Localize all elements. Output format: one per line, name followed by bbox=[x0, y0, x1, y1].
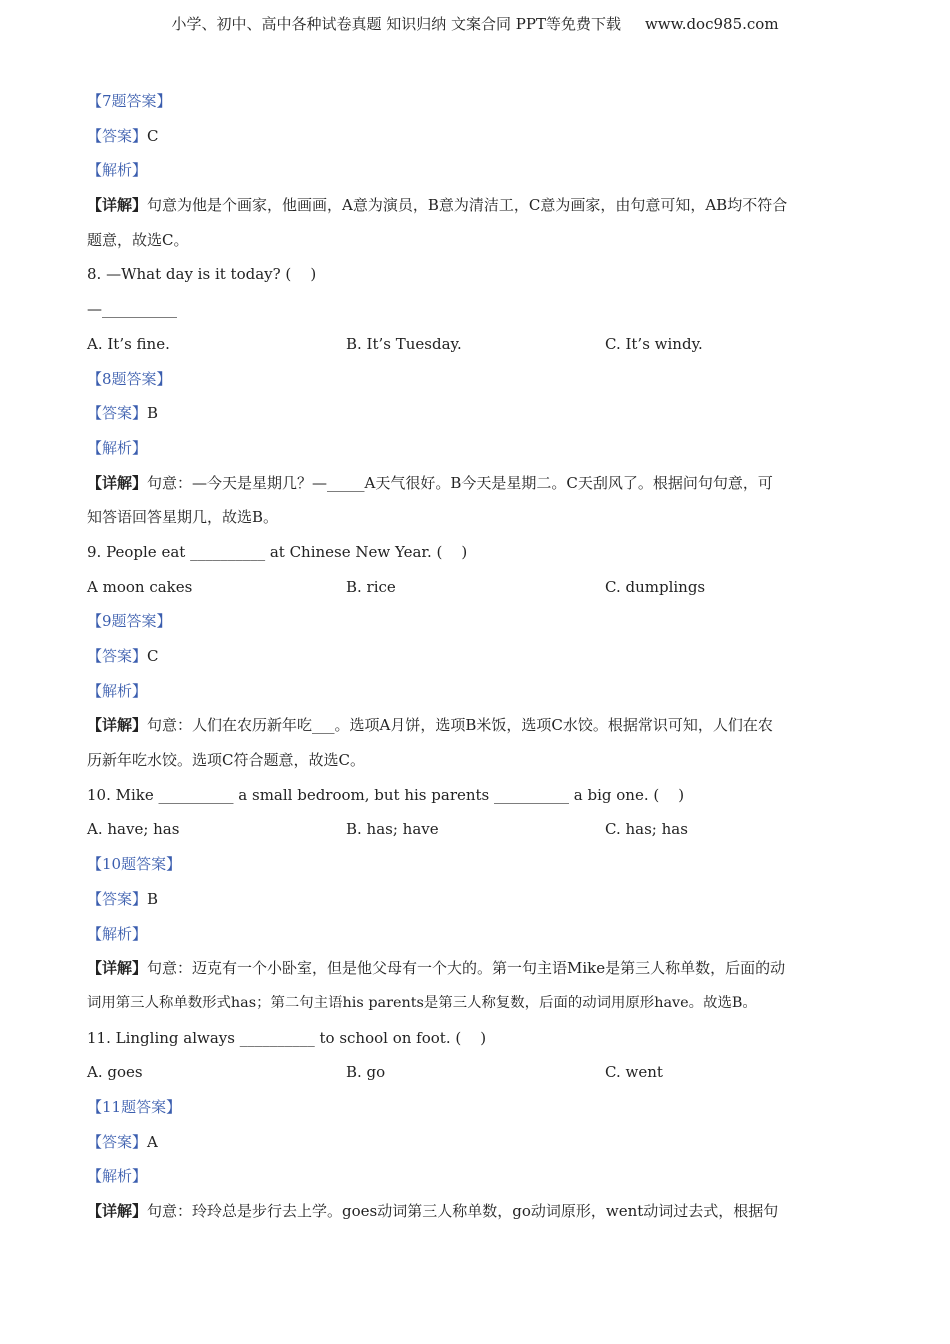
q10-option-a: A. have; has bbox=[87, 820, 180, 839]
q11-option-a: A. goes bbox=[87, 1063, 143, 1082]
q9-option-c: C. dumplings bbox=[605, 577, 706, 596]
q10-options bbox=[87, 812, 867, 847]
q9-options bbox=[87, 570, 867, 605]
q9-detail-text-2: 历新年吃水饺。选项C符合题意，故选C。 bbox=[87, 751, 365, 770]
q9-question: 9. People eat __________ at Chinese New Year. ( ) bbox=[87, 542, 468, 561]
q10-heading: 【10题答案】 bbox=[87, 855, 182, 874]
q7-detail-text-1: 句意为他是个画家，他画画，A意为演员，B意为清洁工，C意为画家，由句意可知，AB均不符合 bbox=[147, 196, 788, 215]
q8-detail-tag: 【详解】 bbox=[87, 473, 148, 492]
q11-detail bbox=[87, 1194, 867, 1229]
q9-detail-tag: 【详解】 bbox=[87, 716, 148, 735]
q10-question: 10. Mike __________ a small bedroom, but his parents __________ a big one. ( ) bbox=[87, 785, 685, 804]
q11-heading: 【11题答案】 bbox=[87, 1097, 182, 1116]
q11-detail-tag: 【详解】 bbox=[87, 1202, 148, 1220]
q7-heading: 【7题答案】 bbox=[87, 92, 172, 110]
q7-answer-tag: 【答案】 bbox=[87, 126, 148, 145]
q11-detail-text-1: 句意：玲玲总是步行去上学。goes动词第三人称单数，go动词原形，went动词过去式，根据句 bbox=[147, 1202, 779, 1220]
q8-detail bbox=[87, 466, 867, 501]
q7-answer-value: C bbox=[147, 126, 159, 145]
q9-answer-value: C bbox=[147, 647, 159, 665]
q11-options bbox=[87, 1055, 867, 1090]
q10-answer-tag: 【答案】 bbox=[87, 889, 148, 908]
q8-detail-text-2: 知答语回答星期几，故选B。 bbox=[87, 508, 279, 527]
q8-analysis: 【解析】 bbox=[87, 438, 148, 457]
q7-answer bbox=[87, 119, 867, 154]
q9-heading: 【9题答案】 bbox=[87, 612, 172, 631]
q10-detail-tag: 【详解】 bbox=[87, 959, 148, 978]
header-text: 小学、初中、高中各种试卷真题 知识归纳 文案合同 PPT等免费下载 bbox=[171, 15, 621, 33]
q11-answer-value: A bbox=[147, 1132, 158, 1151]
q11-analysis: 【解析】 bbox=[87, 1167, 148, 1186]
q8-option-c: C. It’s windy. bbox=[605, 334, 703, 353]
q7-detail bbox=[87, 188, 867, 223]
header-site[interactable]: www.doc985.com bbox=[644, 15, 779, 33]
q10-option-b: B. has; have bbox=[346, 820, 439, 839]
q11-answer-tag: 【答案】 bbox=[87, 1132, 148, 1151]
q11-option-b: B. go bbox=[346, 1063, 386, 1082]
q11-question: 11. Lingling always __________ to school on foot. ( ) bbox=[87, 1028, 487, 1047]
q10-option-c: C. has; has bbox=[605, 820, 688, 839]
q7-detail-tag: 【详解】 bbox=[87, 196, 148, 215]
q8-heading: 【8题答案】 bbox=[87, 369, 172, 388]
q10-analysis: 【解析】 bbox=[87, 924, 148, 943]
q10-answer-value: B bbox=[147, 889, 159, 908]
q9-option-b: B. rice bbox=[346, 577, 396, 596]
q9-answer bbox=[87, 639, 867, 674]
document-body bbox=[87, 84, 867, 1229]
q8-answer-value: B bbox=[147, 404, 159, 423]
q8-answer-tag: 【答案】 bbox=[87, 404, 148, 423]
q9-answer-tag: 【答案】 bbox=[87, 647, 148, 665]
q7-detail-text-2: 题意，故选C。 bbox=[87, 230, 189, 249]
q8-option-b: B. It’s Tuesday. bbox=[346, 334, 462, 353]
q10-detail-text-1: 句意：迈克有一个小卧室，但是他父母有一个大的。第一句主语Mike是第三人称单数，后面的动 bbox=[147, 959, 786, 978]
q9-detail-text-1: 句意：人们在农历新年吃___。选项A月饼，选项B米饭，选项C水饺。根据常识可知，人们在农 bbox=[147, 716, 773, 735]
q8-option-a: A. It’s fine. bbox=[87, 334, 170, 353]
q9-option-a: A moon cakes bbox=[87, 577, 193, 596]
q11-answer bbox=[87, 1125, 867, 1160]
q10-detail bbox=[87, 951, 867, 986]
q8-reply: —__________ bbox=[87, 300, 177, 319]
q10-answer bbox=[87, 882, 867, 917]
q8-options bbox=[87, 327, 867, 362]
q8-question: 8. —What day is it today? ( ) bbox=[87, 265, 317, 284]
q8-answer bbox=[87, 396, 867, 431]
q9-analysis: 【解析】 bbox=[87, 681, 148, 700]
q9-detail bbox=[87, 708, 867, 743]
q10-detail-text-2: 词用第三人称单数形式has；第二句主语his parents是第三人称复数，后面的动词用原形have。故选B。 bbox=[87, 994, 757, 1011]
q11-option-c: C. went bbox=[605, 1063, 663, 1082]
page-header bbox=[0, 13, 950, 34]
q7-analysis: 【解析】 bbox=[87, 161, 148, 180]
q8-detail-text-1: 句意：—今天是星期几？—_____A天气很好。B今天是星期二。C天刮风了。根据问句句意，可 bbox=[147, 473, 773, 492]
